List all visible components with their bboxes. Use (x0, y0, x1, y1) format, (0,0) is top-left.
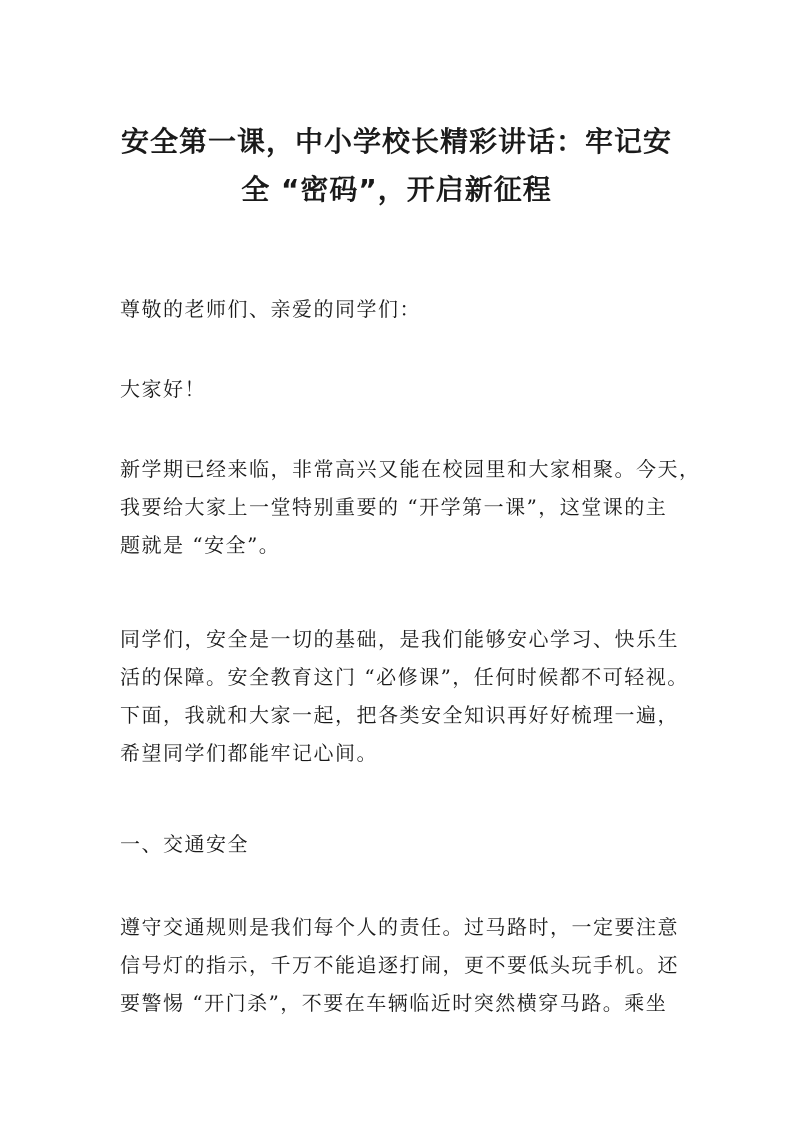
paragraph-line: 同学们，安全是一切的基础，是我们能够安心学习、快乐生 (120, 627, 679, 651)
greeting: 尊敬的老师们、亲爱的同学们： (120, 297, 421, 321)
document-title-line-2: 全 “密码”，开启新征程 (241, 173, 552, 206)
paragraph-line: 我要给大家上一堂特别重要的 “开学第一课”，这堂课的主 (120, 495, 668, 519)
paragraph-line: 信号灯的指示，千万不能追逐打闹，更不要低头玩手机。还 (120, 953, 679, 977)
paragraph-line: 题就是 “安全”。 (120, 533, 281, 557)
paragraph-line: 遵守交通规则是我们每个人的责任。过马路时，一定要注意 (120, 915, 679, 939)
paragraph-line: 下面，我就和大家一起，把各类安全知识再好好梳理一遍， (120, 703, 679, 727)
document-title-line-1: 安全第一课，中小学校长精彩讲话：牢记安 (120, 125, 672, 158)
hello-line: 大家好！ (120, 377, 206, 401)
paragraph-intro (120, 450, 701, 564)
paragraph-line: 活的保障。安全教育这门 “必修课”，任何时候都不可轻视。 (120, 665, 689, 689)
section-heading-traffic: 一、交通安全 (120, 832, 249, 856)
paragraph-line: 希望同学们都能牢记心间。 (120, 741, 378, 765)
paragraph-safety-basis (120, 620, 690, 772)
paragraph-line: 新学期已经来临，非常高兴又能在校园里和大家相聚。今天， (120, 457, 701, 481)
paragraph-traffic (120, 908, 690, 1022)
paragraph-line: 要警惕 “开门杀”，不要在车辆临近时突然横穿马路。乘坐 (120, 991, 668, 1015)
